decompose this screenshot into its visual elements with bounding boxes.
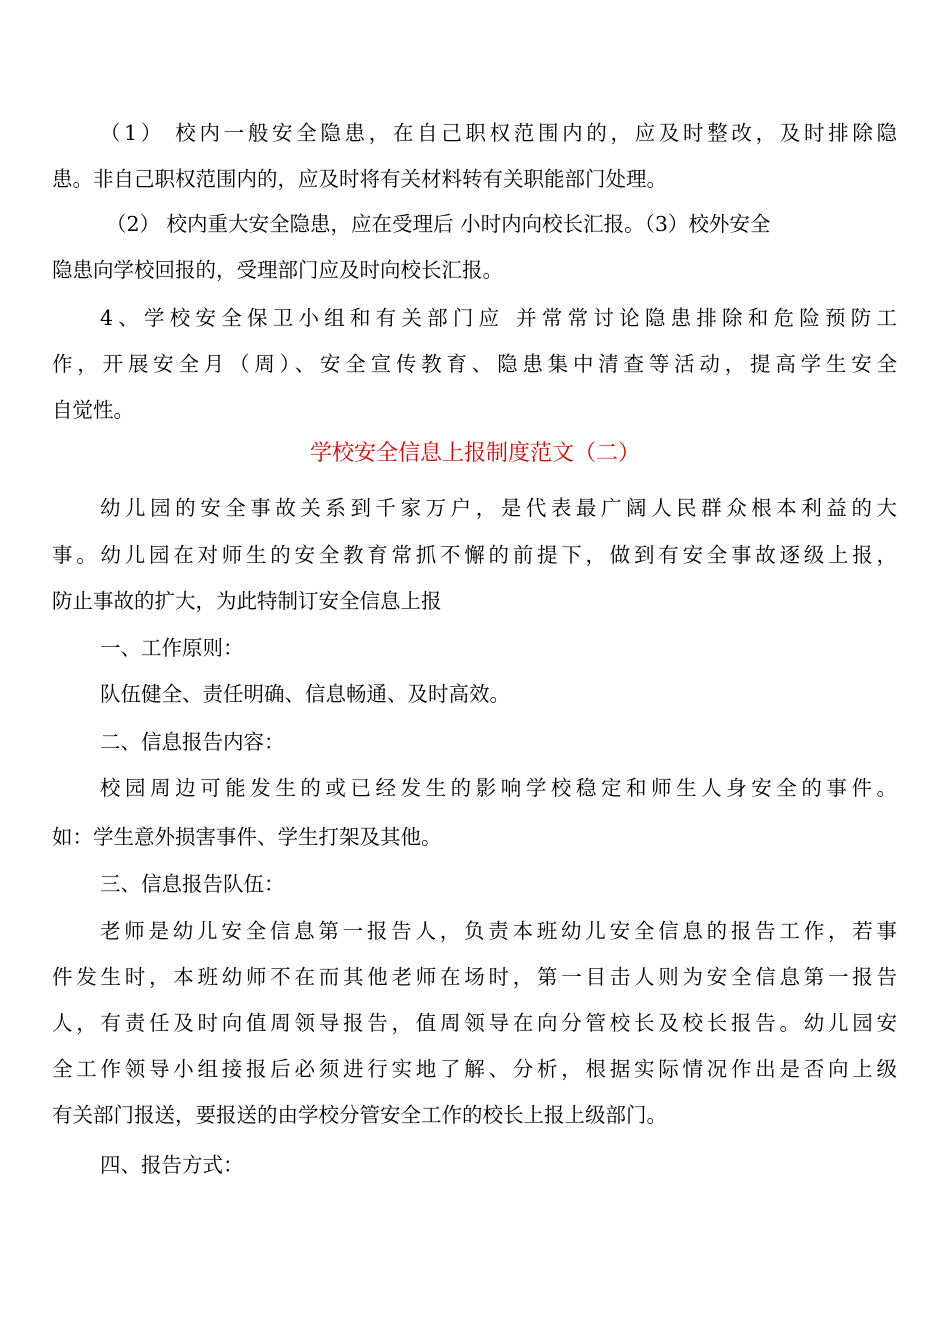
paragraph-line: 全工作领导小组接报后必须进行实地了解、分析，根据实际情况作出是否向上级 xyxy=(52,1057,897,1081)
paragraph-line: 作，开展安全月（周）、安全宣传教育、隐患集中清查等活动，提高学生安全 xyxy=(52,352,897,376)
paragraph-line: （1） 校内一般安全隐患，在自己职权范围内的，应及时整改，及时排除隐 xyxy=(100,121,897,145)
paragraph-line: 4、学校安全保卫小组和有关部门应 并常常讨论隐患排除和危险预防工 xyxy=(100,306,897,330)
paragraph-line: 老师是幼儿安全信息第一报告人，负责本班幼儿安全信息的报告工作，若事 xyxy=(100,919,897,943)
section-heading: 二、信息报告内容： xyxy=(100,730,285,754)
paragraph-line: 幼儿园的安全事故关系到千家万户，是代表最广阔人民群众根本利益的大 xyxy=(100,496,897,520)
section-heading: 四、报告方式： xyxy=(100,1153,244,1177)
paragraph-line: 校园周边可能发生的或已经发生的影响学校稳定和师生人身安全的事件。 xyxy=(100,776,897,800)
paragraph-line: 防止事故的扩大，为此特制订安全信息上报 xyxy=(52,589,442,613)
paragraph-line: 有关部门报送，要报送的由学校分管安全工作的校长上报上级部门。 xyxy=(52,1103,667,1127)
paragraph-line: 患。非自己职权范围内的，应及时将有关材料转有关职能部门处理。 xyxy=(52,167,667,191)
paragraph-line: 自觉性。 xyxy=(52,398,134,422)
section-title: 学校安全信息上报制度范文（二） xyxy=(309,441,640,466)
paragraph-line: 事。幼儿园在对师生的安全教育常抓不懈的前提下，做到有安全事故逐级上报， xyxy=(52,543,897,567)
paragraph-line: 隐患向学校回报的，受理部门应及时向校长汇报。 xyxy=(52,258,503,282)
paragraph-line: （2） 校内重大安全隐患，应在受理后 小时内向校长汇报。（3）校外安全 xyxy=(106,212,771,236)
paragraph-line: 队伍健全、责任明确、信息畅通、及时高效。 xyxy=(100,682,510,706)
paragraph-line: 人，有责任及时向值周领导报告，值周领导在向分管校长及校长报告。幼儿园安 xyxy=(52,1011,897,1035)
section-heading: 一、工作原则： xyxy=(100,636,244,660)
paragraph-line: 如：学生意外损害事件、学生打架及其他。 xyxy=(52,825,442,849)
paragraph-line: 件发生时，本班幼师不在而其他老师在场时，第一目击人则为安全信息第一报告 xyxy=(52,965,897,989)
section-heading: 三、信息报告队伍： xyxy=(100,872,285,896)
